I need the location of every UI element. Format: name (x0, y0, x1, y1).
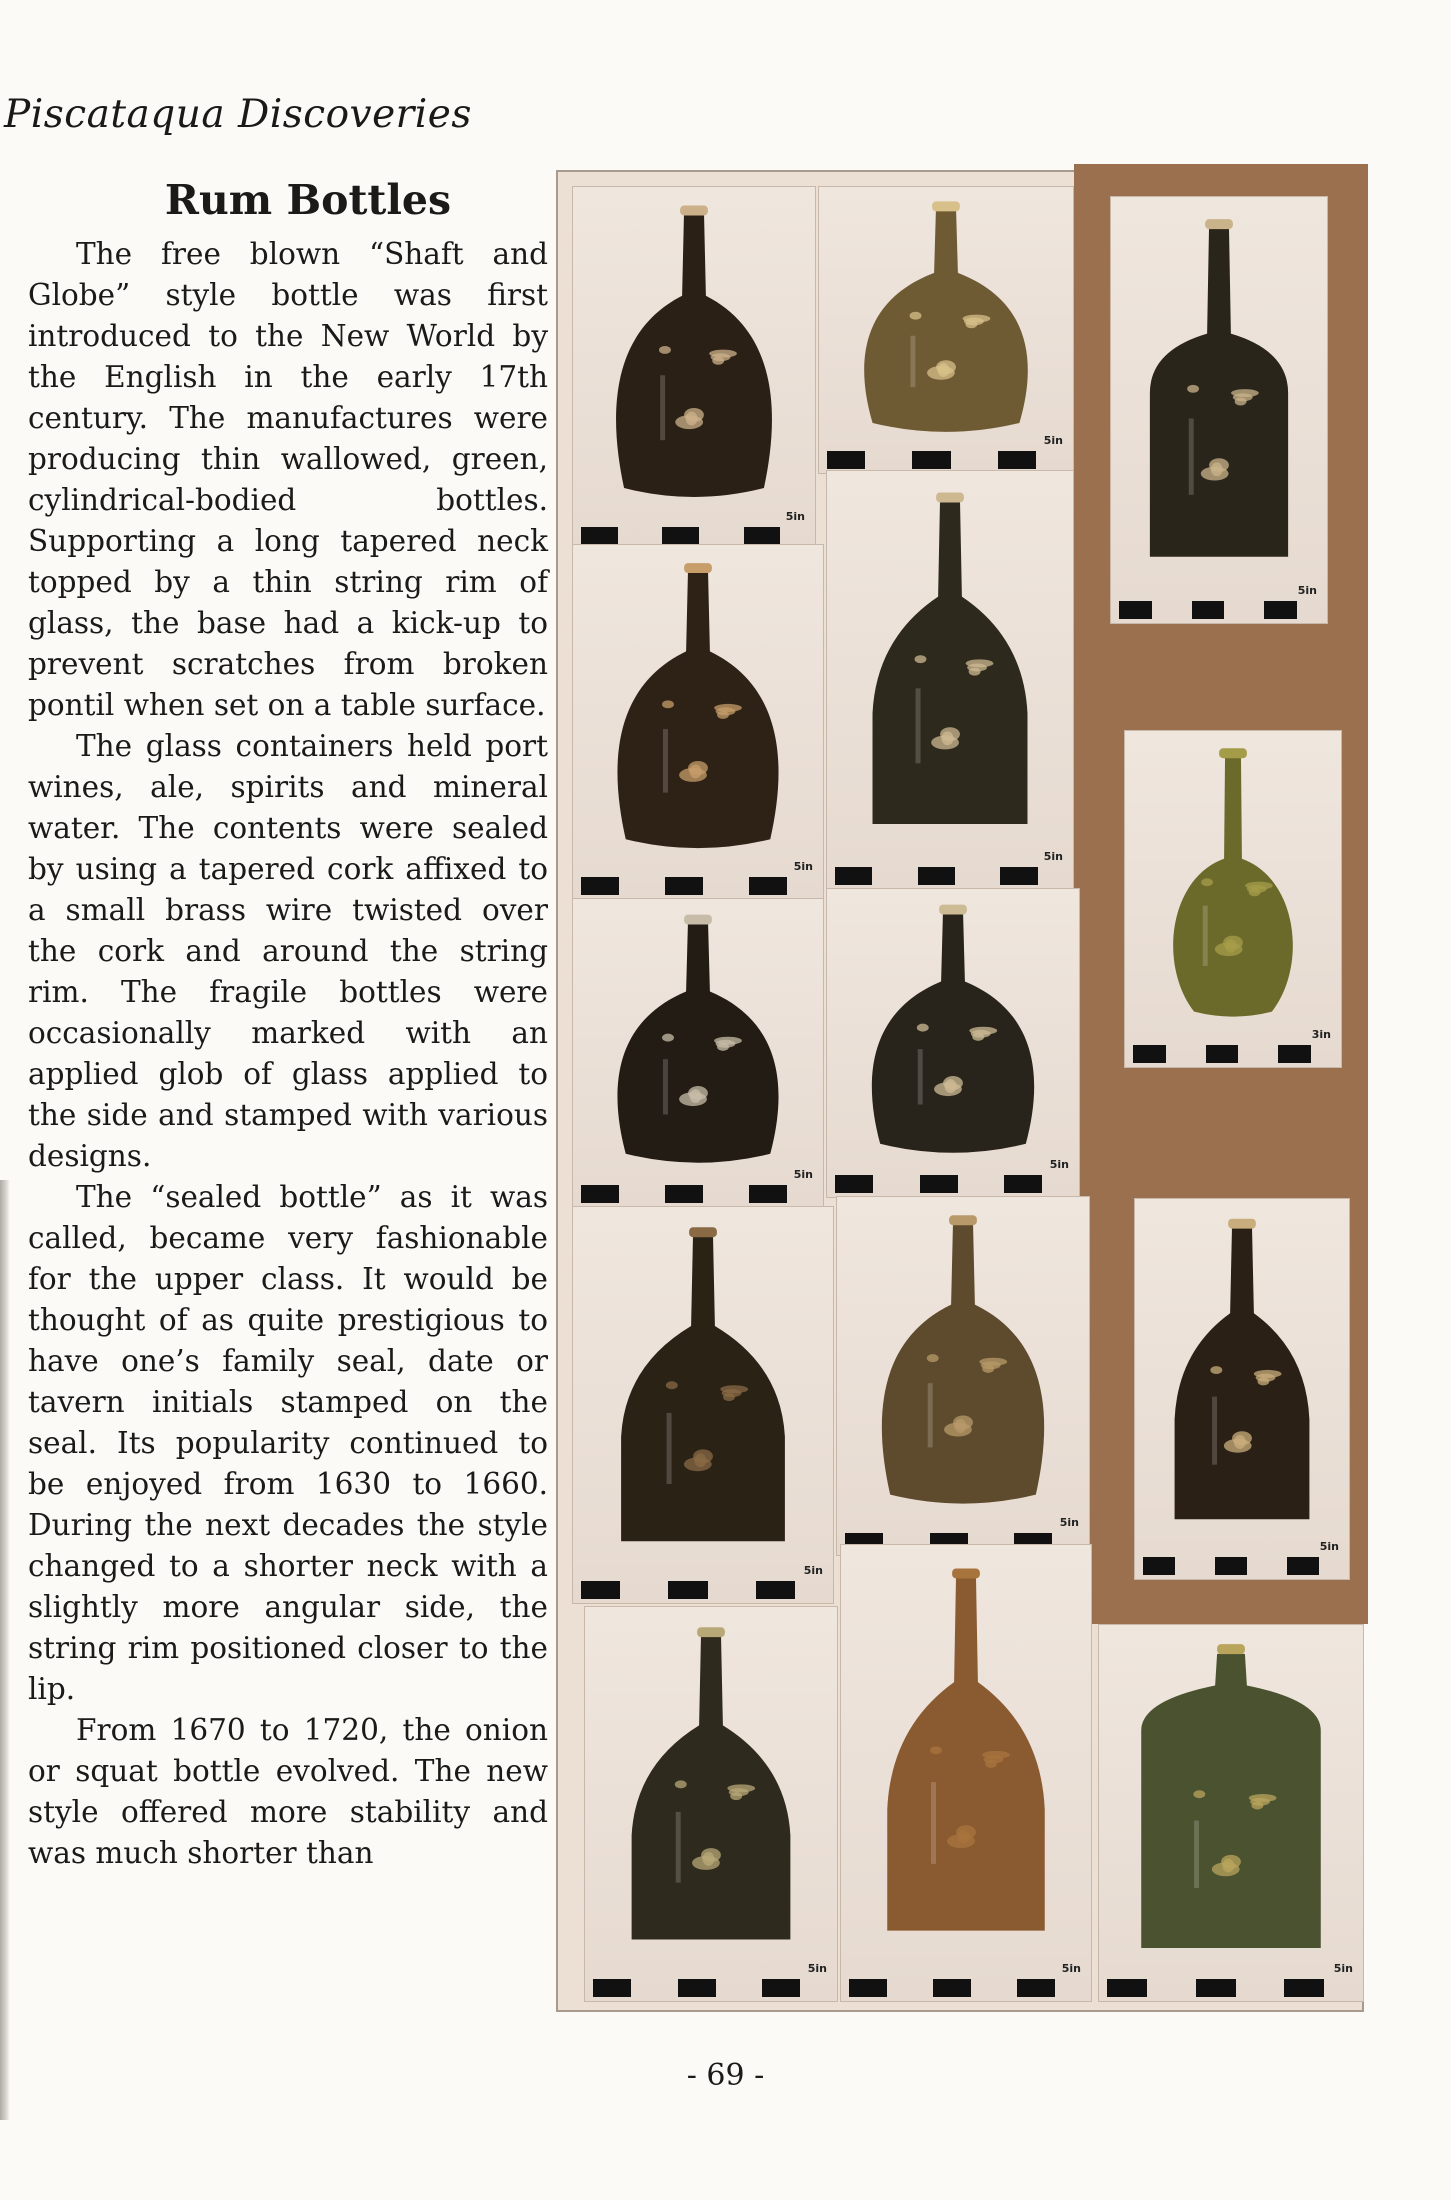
bottle-icon (632, 1631, 791, 1939)
weathering-patch (692, 1856, 720, 1870)
bottle-illustration (837, 1197, 1089, 1555)
glass-highlight (1212, 1397, 1217, 1465)
ruler-segment (581, 527, 618, 545)
ruler-segment (749, 877, 787, 895)
scale-ruler (827, 867, 1073, 885)
ruler-segment (668, 1581, 707, 1599)
bottle-illustration (827, 889, 1079, 1197)
glass-highlight (1203, 906, 1208, 966)
bottle-lip (1205, 219, 1233, 229)
bottle-photo (1134, 1198, 1350, 1580)
scale-label: 5in (785, 510, 805, 523)
weathering-patch (934, 1082, 962, 1096)
glass-highlight (928, 1383, 933, 1447)
glass-highlight (931, 1782, 936, 1864)
bottle-lip (1217, 1644, 1245, 1654)
article-text-column (28, 176, 548, 1874)
weathering-patch (659, 346, 671, 354)
weathering-patch (1187, 385, 1199, 393)
glass-highlight (1194, 1821, 1199, 1889)
article-heading: Rum Bottles (164, 176, 452, 224)
ruler-segment (998, 451, 1036, 469)
weathering-patch (1235, 398, 1247, 406)
ruler-segment (762, 1979, 800, 1997)
bottle-lip (697, 1627, 725, 1637)
scale-label: 5in (1333, 1962, 1353, 1975)
weathering-patch (1201, 467, 1229, 481)
article-paragraph: The free blown “Shaft and Globe” style bottle was first introduced to the New World by the English in the early 17th century. The manufactures were producing thin wallowed, green, cylindrical-bodied bottles. Supporting a long tapered neck topped by a thin string rim of glass, the base had a kick-up to prevent scratches from broken pontil when set on a table surface. (28, 237, 548, 722)
bottle-icon (617, 567, 778, 849)
weathering-patch (1224, 1439, 1252, 1453)
ruler-segment (835, 867, 872, 885)
ruler-segment (665, 877, 703, 895)
weathering-patch (684, 1457, 712, 1471)
weathering-patch (1212, 1862, 1240, 1876)
scale-ruler (1125, 1045, 1341, 1063)
ruler-segment (1264, 601, 1297, 619)
glass-highlight (910, 336, 915, 387)
scale-ruler (573, 1581, 833, 1599)
weathering-patch (1249, 888, 1261, 896)
ruler-segment (1287, 1557, 1319, 1575)
ruler-segment (912, 451, 950, 469)
ruler-segment (665, 1185, 703, 1203)
ruler-segment (1215, 1557, 1247, 1575)
scale-ruler (1135, 1557, 1349, 1575)
scale-ruler (573, 877, 823, 895)
ruler-segment (1206, 1045, 1239, 1063)
ruler-segment (920, 1175, 958, 1193)
scale-label: 5in (1059, 1516, 1079, 1529)
ruler-segment (835, 1175, 873, 1193)
ruler-segment (933, 1979, 971, 1997)
scale-label: 5in (803, 1564, 823, 1577)
ruler-segment (849, 1979, 887, 1997)
bottle-icon (872, 908, 1034, 1153)
weathering-patch (675, 415, 703, 429)
glass-highlight (663, 1059, 668, 1114)
scale-ruler (573, 527, 815, 545)
ruler-segment (1004, 1175, 1042, 1193)
weathering-patch (910, 312, 922, 320)
bottle-photo (818, 186, 1074, 474)
ruler-segment (827, 451, 865, 469)
bottle-illustration (1111, 197, 1327, 623)
bottle-icon (882, 1219, 1044, 1504)
bottle-icon (873, 497, 1028, 824)
bottle-icon (887, 1573, 1045, 1931)
glass-highlight (916, 688, 921, 763)
bottle-illustration (573, 1207, 833, 1603)
bottle-illustration (585, 1607, 837, 2001)
weathering-patch (1201, 878, 1213, 886)
bottle-icon (1150, 223, 1288, 556)
bottle-illustration (573, 187, 815, 549)
bottle-photo (826, 888, 1080, 1198)
bottle-photo (584, 1606, 838, 2002)
scale-label: 5in (807, 1962, 827, 1975)
bottle-photo (1124, 730, 1342, 1068)
glass-highlight (918, 1049, 923, 1104)
bottle-lip (939, 905, 967, 915)
scale-ruler (1111, 601, 1327, 619)
weathering-patch (662, 700, 674, 708)
weathering-patch (947, 1834, 975, 1848)
scale-ruler (585, 1979, 837, 1997)
weathering-patch (1257, 1377, 1269, 1385)
bottle-illustration (1099, 1625, 1363, 2001)
scale-ruler (573, 1185, 823, 1203)
ruler-segment (1192, 601, 1225, 619)
ruler-segment (581, 1581, 620, 1599)
scale-label: 5in (793, 1168, 813, 1181)
ruler-segment (593, 1979, 631, 1997)
scale-label: 5in (1049, 1158, 1069, 1171)
scale-label: 5in (1043, 434, 1063, 447)
bottle-lip (1228, 1219, 1256, 1229)
bottle-icon (1173, 752, 1293, 1017)
ruler-segment (662, 527, 699, 545)
bottle-icon (616, 209, 772, 497)
weathering-patch (679, 768, 707, 782)
bottle-lip (684, 563, 712, 573)
scale-label: 5in (793, 860, 813, 873)
ruler-segment (678, 1979, 716, 1997)
bottle-photo (572, 186, 816, 550)
weathering-patch (662, 1034, 674, 1042)
glass-highlight (660, 375, 665, 440)
ruler-segment (756, 1581, 795, 1599)
bottle-photo (840, 1544, 1092, 2002)
weathering-patch (972, 1033, 984, 1041)
bottle-illustration (841, 1545, 1091, 2001)
bottle-photo (572, 1206, 834, 1604)
ruler-segment (1133, 1045, 1166, 1063)
weathering-patch (730, 1792, 742, 1800)
ruler-segment (1196, 1979, 1236, 1997)
weathering-patch (723, 1393, 735, 1401)
weathering-patch (915, 655, 927, 663)
scale-label: 5in (1061, 1962, 1081, 1975)
bottle-photo (826, 470, 1074, 890)
bottle-lip (689, 1227, 717, 1237)
weathering-patch (944, 1423, 972, 1437)
bottle-photo (1110, 196, 1328, 624)
scale-label: 5in (1043, 850, 1063, 863)
article-paragraph: From 1670 to 1720, the onion or squat bottle evolved. The new style offered more stability and was much shorter than (28, 1713, 548, 1870)
weathering-patch (675, 1780, 687, 1788)
glass-highlight (663, 729, 668, 793)
bottle-icon (1141, 1654, 1321, 1948)
ruler-segment (744, 527, 781, 545)
weathering-patch (717, 1043, 729, 1051)
ruler-segment (918, 867, 955, 885)
bottle-lip (684, 915, 712, 925)
ruler-segment (581, 877, 619, 895)
ruler-segment (1017, 1979, 1055, 1997)
bottle-icon (617, 918, 778, 1163)
ruler-segment (1143, 1557, 1175, 1575)
scale-label: 3in (1311, 1028, 1331, 1041)
weathering-patch (679, 1092, 707, 1106)
article-paragraph: The glass containers held port wines, ale, spirits and mineral water. The contents were sealed by using a tapered cork affixed to a small brass wire twisted over the cork and around the string rim. The fragile bottles were occasionally marked with an applied glob of glass applied to the side and stamped with various designs. (28, 729, 548, 1173)
scale-label: 5in (1319, 1540, 1339, 1553)
bottle-lip (932, 201, 960, 211)
ruler-segment (581, 1185, 619, 1203)
weathering-patch (969, 668, 981, 676)
bottle-illustration (573, 899, 823, 1207)
bottle-photo (572, 898, 824, 1208)
weathering-patch (985, 1760, 997, 1768)
weathering-patch (666, 1381, 678, 1389)
glass-highlight (676, 1812, 681, 1883)
weathering-patch (931, 736, 959, 750)
bottle-illustration (573, 545, 823, 899)
scale-ruler (1099, 1979, 1363, 1997)
glass-highlight (667, 1413, 672, 1484)
weathering-patch (1210, 1366, 1222, 1374)
scale-label: 5in (1297, 584, 1317, 597)
bottle-illustration (1125, 731, 1341, 1067)
ruler-segment (1107, 1979, 1147, 1997)
bottle-photo (1098, 1624, 1364, 2002)
bottle-lip (1219, 748, 1247, 758)
book-title: Piscataqua Discoveries (4, 92, 472, 137)
weathering-patch (712, 357, 724, 365)
bottle-illustration (827, 471, 1073, 889)
bottle-photo (836, 1196, 1090, 1556)
scale-ruler (819, 451, 1073, 469)
article-paragraph: The “sealed bottle” as it was called, became very fashionable for the upper class. It would be thought of as quite prestigious to have one’s family seal, date or tavern initials stamped on the seal. Its popularity continued to be enjoyed from 1630 to 1660. During the next decades the style changed to a shorter neck with a slightly more angular side, the string rim positioned closer to the lip. (28, 1180, 548, 1706)
bottle-lip (952, 1569, 980, 1579)
bottle-lip (949, 1215, 977, 1225)
glass-highlight (1189, 418, 1194, 494)
bottle-icon (864, 204, 1028, 432)
bottle-lip (680, 206, 708, 216)
weathering-patch (927, 1354, 939, 1362)
weathering-patch (1215, 942, 1243, 956)
bottle-lip (936, 493, 964, 503)
weathering-patch (982, 1365, 994, 1373)
ruler-segment (1284, 1979, 1324, 1997)
bottle-icon (621, 1231, 785, 1541)
ruler-segment (749, 1185, 787, 1203)
ruler-segment (1278, 1045, 1311, 1063)
weathering-patch (930, 1746, 942, 1754)
page-edge-shadow (0, 1180, 10, 2120)
scale-ruler (827, 1175, 1079, 1193)
bottle-illustration (1135, 1199, 1349, 1579)
scale-ruler (841, 1979, 1091, 1997)
bottle-photo (572, 544, 824, 900)
weathering-patch (1251, 1802, 1263, 1810)
weathering-patch (965, 320, 977, 328)
page-number: - 69 - (686, 2058, 765, 2093)
bottle-illustration (819, 187, 1073, 473)
weathering-patch (1193, 1790, 1205, 1798)
bottle-icon (1175, 1222, 1310, 1519)
ruler-segment (1119, 601, 1152, 619)
ruler-segment (1000, 867, 1037, 885)
weathering-patch (717, 711, 729, 719)
weathering-patch (917, 1024, 929, 1032)
weathering-patch (927, 366, 955, 380)
